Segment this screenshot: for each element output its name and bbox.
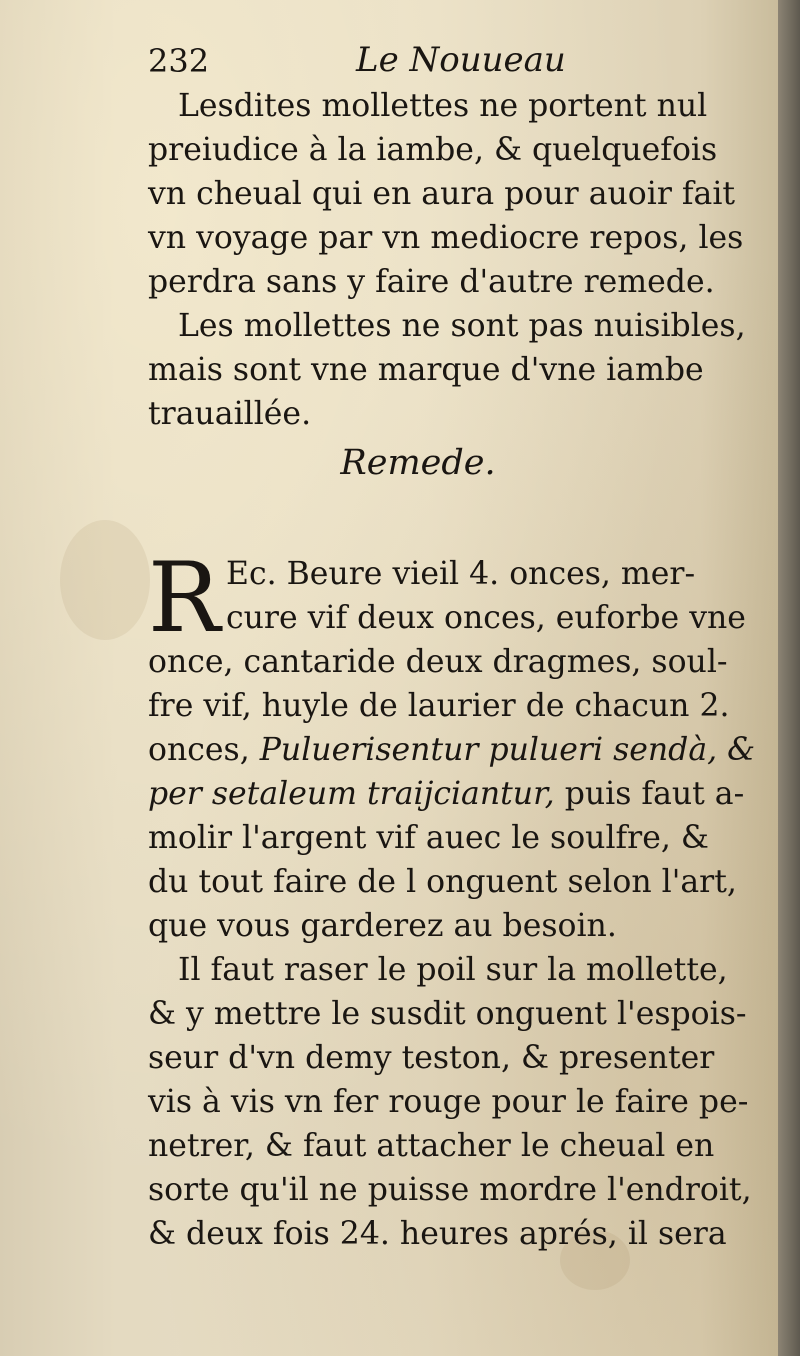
text-line: mais sont vne marque d'vne iambe (148, 352, 704, 388)
text-line: Les mollettes ne sont pas nuisibles, (178, 308, 746, 344)
text-line: que vous garderez au besoin. (148, 908, 617, 944)
latin-italic-text: per setaleum traijciantur, (148, 776, 565, 812)
paper-stain (60, 520, 150, 640)
spacer (148, 488, 748, 552)
page-number: 232 (148, 42, 210, 80)
book-edge (778, 0, 800, 1356)
text-line: fre vif, huyle de laurier de chacun 2. (148, 688, 730, 724)
text-line: du tout faire de l onguent selon l'art, (148, 864, 737, 900)
text-line (148, 728, 756, 772)
text-line: vis à vis vn fer rouge pour le faire pe- (148, 1084, 749, 1120)
text-line: preiudice à la iambe, & quelquefois (148, 132, 718, 168)
text-run: onces, (148, 732, 260, 768)
drop-cap: R (148, 542, 221, 654)
text-line: seur d'vn demy teston, & presenter (148, 1040, 715, 1076)
text-line: cure vif deux onces, euforbe vne (226, 600, 746, 636)
section-heading: Remede. (340, 443, 496, 483)
recipe-paragraph (148, 542, 756, 948)
text-line: netrer, & faut attacher le cheual en (148, 1128, 715, 1164)
text-line: sorte qu'il ne puisse mordre l'endroit, (148, 1172, 752, 1208)
text-line: molir l'argent vif auec le soulfre, & (148, 820, 709, 856)
text-line: trauaillée. (148, 396, 312, 432)
text-line: & deux fois 24. heures aprés, il sera (148, 1216, 727, 1252)
page-text (148, 40, 756, 1256)
text-line: perdra sans y faire d'autre remede. (148, 264, 715, 300)
text-run: puis faut a- (564, 776, 745, 812)
text-line: vn voyage par vn mediocre repos, les (148, 220, 744, 256)
text-line: once, cantaride deux dragmes, soul- (148, 644, 728, 680)
text-line: Ec. Beure vieil 4. onces, mer- (226, 556, 696, 592)
text-line: Lesdites mollettes ne portent nul (178, 88, 708, 124)
text-line: vn cheual qui en aura pour auoir fait (148, 176, 736, 212)
text-line (148, 772, 748, 816)
latin-italic-text: Puluerisentur pulueri sendà, & (259, 732, 756, 768)
text-line: & y mettre le susdit onguent l'espois- (148, 996, 747, 1032)
running-head (148, 40, 748, 84)
running-title: Le Nouueau (356, 40, 566, 80)
text-line: Il faut raser le poil sur la mollette, (178, 952, 728, 988)
